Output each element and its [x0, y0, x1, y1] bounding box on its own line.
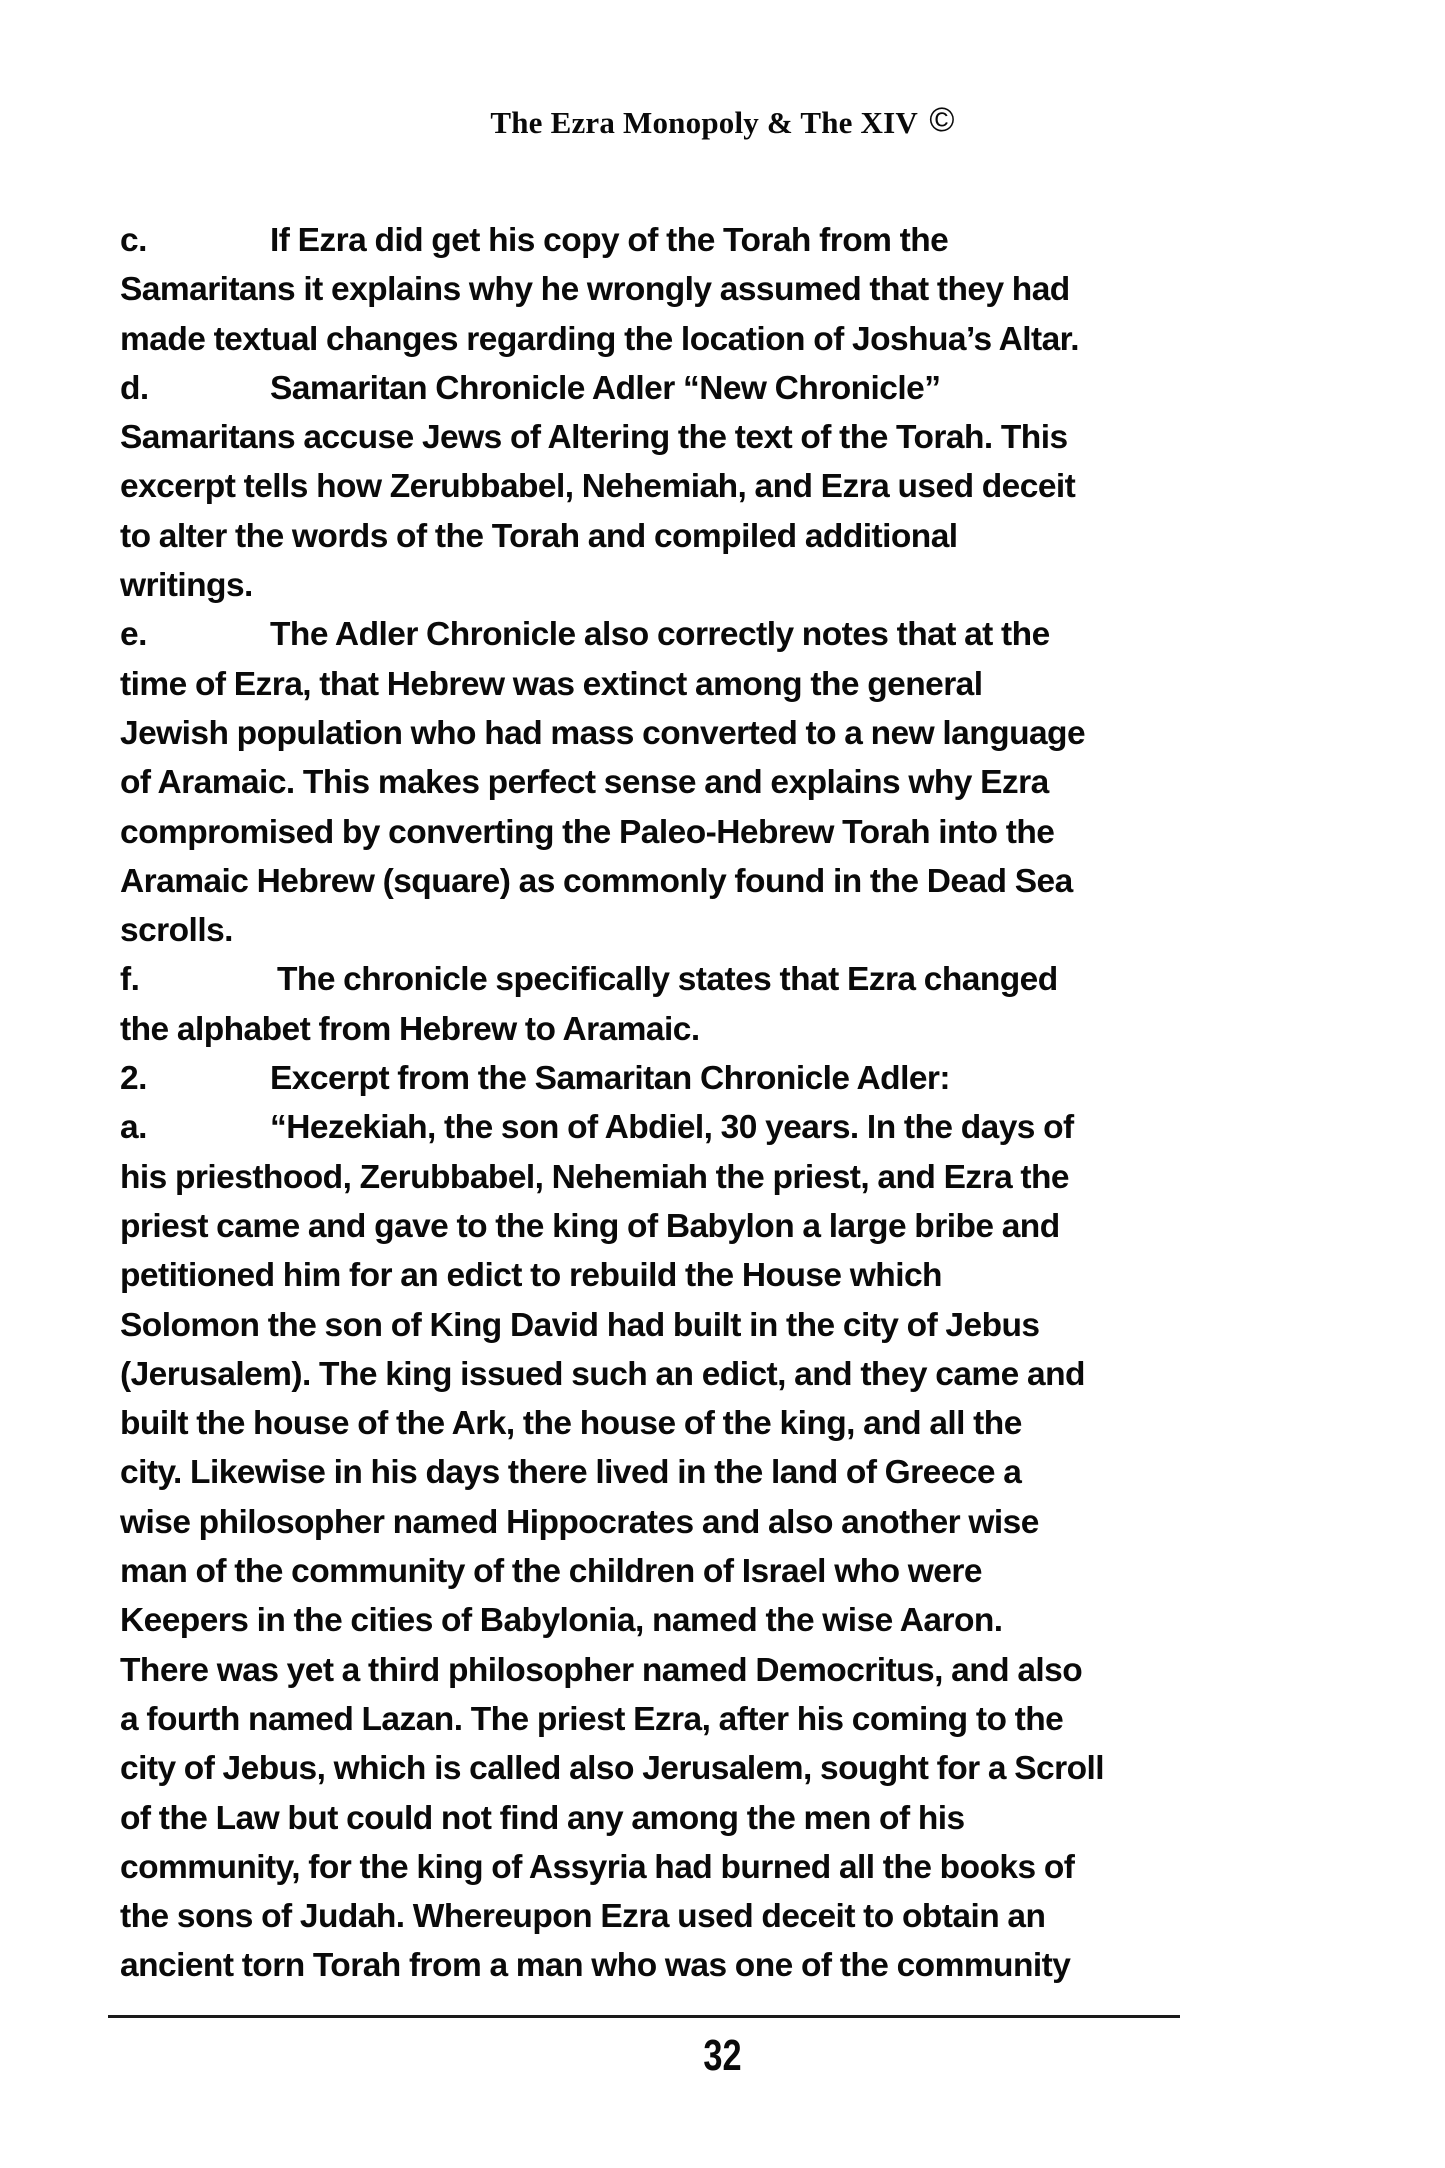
text-line — [120, 462, 1180, 511]
footer-divider — [108, 2015, 1180, 2018]
text-line — [120, 265, 1180, 314]
text-line — [120, 1498, 1180, 1547]
line-text: to alter the words of the Torah and compiled additional — [120, 517, 958, 555]
line-text: There was yet a third philosopher named Democritus, and also — [120, 1651, 1083, 1689]
text-line — [120, 1350, 1180, 1399]
text-line — [120, 1646, 1180, 1695]
text-line — [120, 660, 1180, 709]
text-line — [120, 1153, 1180, 1202]
line-text: a fourth named Lazan. The priest Ezra, after his coming to the — [120, 1700, 1064, 1738]
list-item-line — [120, 1054, 1180, 1103]
text-line — [120, 1843, 1180, 1892]
line-text: Samaritan Chronicle Adler “New Chronicle” — [270, 369, 941, 407]
line-text: If Ezra did get his copy of the Torah from the — [270, 222, 949, 259]
line-text: built the house of the Ark, the house of the king, and all the — [120, 1405, 1022, 1443]
text-line — [120, 315, 1180, 364]
list-marker: d. — [120, 369, 149, 407]
text-line — [120, 1941, 1180, 1990]
line-text: excerpt tells how Zerubbabel, Nehemiah, and Ezra used deceit — [120, 468, 1076, 506]
text-line — [120, 512, 1180, 561]
text-line — [120, 1301, 1180, 1350]
copyright-icon: © — [929, 101, 955, 139]
line-text: city. Likewise in his days there lived in the land of Greece a — [120, 1454, 1022, 1492]
list-marker: c. — [120, 222, 147, 259]
text-line — [120, 1202, 1180, 1251]
line-text: Solomon the son of King David had built in the city of Jebus — [120, 1306, 1040, 1344]
line-text: of the Law but could not find any among the men of his — [120, 1799, 965, 1837]
line-text: Aramaic Hebrew (square) as commonly found in the Dead Sea — [120, 862, 1073, 900]
text-line — [120, 1794, 1180, 1843]
line-text: ancient torn Torah from a man who was one of the community — [120, 1947, 1071, 1985]
line-text: his priesthood, Zerubbabel, Nehemiah the priest, and Ezra the — [120, 1158, 1070, 1196]
text-line — [120, 1547, 1180, 1596]
line-text: writings. — [120, 567, 253, 605]
text-line — [120, 808, 1180, 857]
running-header — [0, 100, 1445, 145]
text-line — [120, 1399, 1180, 1448]
text-line — [120, 857, 1180, 906]
line-text: Samaritans accuse Jews of Altering the text of the Torah. This — [120, 419, 1068, 457]
text-line — [120, 1596, 1180, 1645]
text-line — [120, 1744, 1180, 1793]
line-text: Excerpt from the Samaritan Chronicle Adler: — [270, 1060, 951, 1098]
list-marker: f. — [120, 961, 140, 999]
line-text: priest came and gave to the king of Babylon a large bribe and — [120, 1207, 1060, 1245]
book-title: The Ezra Monopoly & The XIV — [490, 105, 918, 140]
line-text: The chronicle specifically states that Ezra changed — [277, 961, 1058, 999]
page-number: 32 — [703, 2031, 742, 2080]
line-text: scrolls. — [120, 912, 233, 950]
list-item-line — [120, 955, 1180, 1004]
list-item-line — [120, 364, 1180, 413]
list-marker: a. — [120, 1109, 147, 1147]
line-text: man of the community of the children of Israel who were — [120, 1553, 982, 1591]
line-text: Keepers in the cities of Babylonia, named the wise Aaron. — [120, 1602, 1003, 1640]
list-item-line — [120, 216, 1180, 265]
line-text: city of Jebus, which is called also Jerusalem, sought for a Scroll — [120, 1750, 1104, 1788]
body-text — [120, 216, 1180, 1991]
line-text: (Jerusalem). The king issued such an edict, and they came and — [120, 1355, 1085, 1393]
line-text: the sons of Judah. Whereupon Ezra used deceit to obtain an — [120, 1898, 1046, 1936]
line-text: time of Ezra, that Hebrew was extinct among the general — [120, 665, 983, 703]
text-line — [120, 413, 1180, 462]
text-line — [120, 1695, 1180, 1744]
text-line — [120, 561, 1180, 610]
line-text: Jewish population who had mass converted to a new language — [120, 714, 1086, 752]
text-line — [120, 906, 1180, 955]
line-text: Samaritans it explains why he wrongly assumed that they had — [120, 271, 1070, 309]
line-text: “Hezekiah, the son of Abdiel, 30 years. In the days of — [270, 1109, 1074, 1147]
line-text: the alphabet from Hebrew to Aramaic. — [120, 1010, 700, 1048]
text-line — [120, 709, 1180, 758]
text-line — [120, 1892, 1180, 1941]
list-marker: 2. — [120, 1060, 147, 1098]
line-text: The Adler Chronicle also correctly notes that at the — [270, 616, 1050, 654]
line-text: compromised by converting the Paleo-Hebrew Torah into the — [120, 813, 1055, 851]
list-item-line — [120, 1103, 1180, 1152]
line-text: of Aramaic. This makes perfect sense and explains why Ezra — [120, 764, 1049, 802]
text-line — [120, 1251, 1180, 1300]
line-text: wise philosopher named Hippocrates and also another wise — [120, 1503, 1039, 1541]
list-marker: e. — [120, 616, 147, 654]
line-text: community, for the king of Assyria had burned all the books of — [120, 1848, 1075, 1886]
text-line — [120, 1448, 1180, 1497]
text-line — [120, 758, 1180, 807]
list-item-line — [120, 610, 1180, 659]
line-text: made textual changes regarding the location of Joshua’s Altar. — [120, 320, 1080, 358]
line-text: petitioned him for an edict to rebuild the House which — [120, 1257, 942, 1295]
text-line — [120, 1005, 1180, 1054]
